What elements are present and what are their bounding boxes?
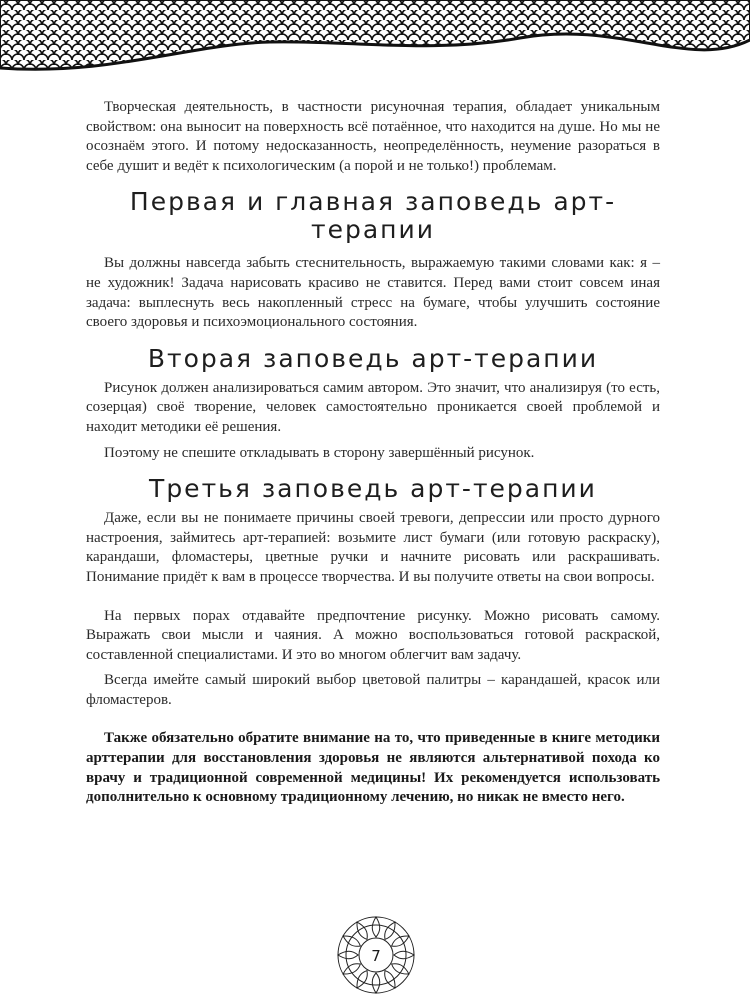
second-commandment-text: Рисунок должен анализироваться самим автором. Это значит, что анализируя (то есть, созерцая) своё творение, человек самостоятельно проникается своей проблемой и находит методики её решения. (86, 379, 660, 435)
decorative-scale-border (0, 0, 750, 82)
heading-third-commandment: Третья заповедь арт-терапии (149, 474, 597, 504)
page-content (86, 98, 660, 808)
medical-disclaimer: Также обязательно обратите внимание на то, что приведенные в книге методики арттерапии для восстановления здоровья не являются альтернативой похода ко врачу и традиционной современной медицины! Их рекомендуется использовать дополнительно к основному традиционному лечению, но никак не вместо него. (86, 730, 660, 806)
first-commandment-text: Вы должны навсегда забыть стеснительность, выражаемую такими словами как: я – не художник! Задача нарисовать красиво не ставится. Перед вами стоит совсем иная задача: выплеснуть весь накопленный стресс на бумаге, чтобы улучшить состояние своего здоровья и психоэмоционального состояния. (86, 255, 660, 331)
second-commandment-note: Поэтому не спешите откладывать в сторону завершённый рисунок. (104, 444, 535, 461)
intro-paragraph: Творческая деятельность, в частности рисуночная терапия, обладает уникальным свойством: она выносит на поверхность всё потаённое, что находится на душе. Но мы не осознаём этого. И потому недосказанность, неопределённость, неумение разораться в себе душит и ведёт к психологическим (а порой и не только!) проблемам. (86, 99, 660, 174)
heading-first-commandment: Первая и главная заповедь арт-терапии (129, 187, 617, 245)
palette-advice-paragraph: Всегда имейте самый широкий выбор цветовой палитры – карандашей, красок или фломастеров. (86, 672, 660, 708)
third-commandment-text: Даже, если вы не понимаете причины своей тревоги, депрессии или просто дурного настроения, займитесь арт-терапией: возьмите лист бумаги (или готовую раскраску), карандаши, фломастеры, цветные ручки и начните рисовать или раскрашивать. Понимание придёт к вам в процессе творчества. И вы получите ответы на свои вопросы. (86, 510, 660, 585)
page-number: 7 (371, 947, 381, 965)
advice-paragraph: На первых порах отдавайте предпочтение рисунку. Можно рисовать самому. Выражать свои мысли и чаяния. А можно воспользоваться готовой раскраской, составленной специалистами. И это во многом облегчит вам задачу. (86, 607, 660, 663)
heading-second-commandment: Вторая заповедь арт-терапии (147, 343, 599, 373)
